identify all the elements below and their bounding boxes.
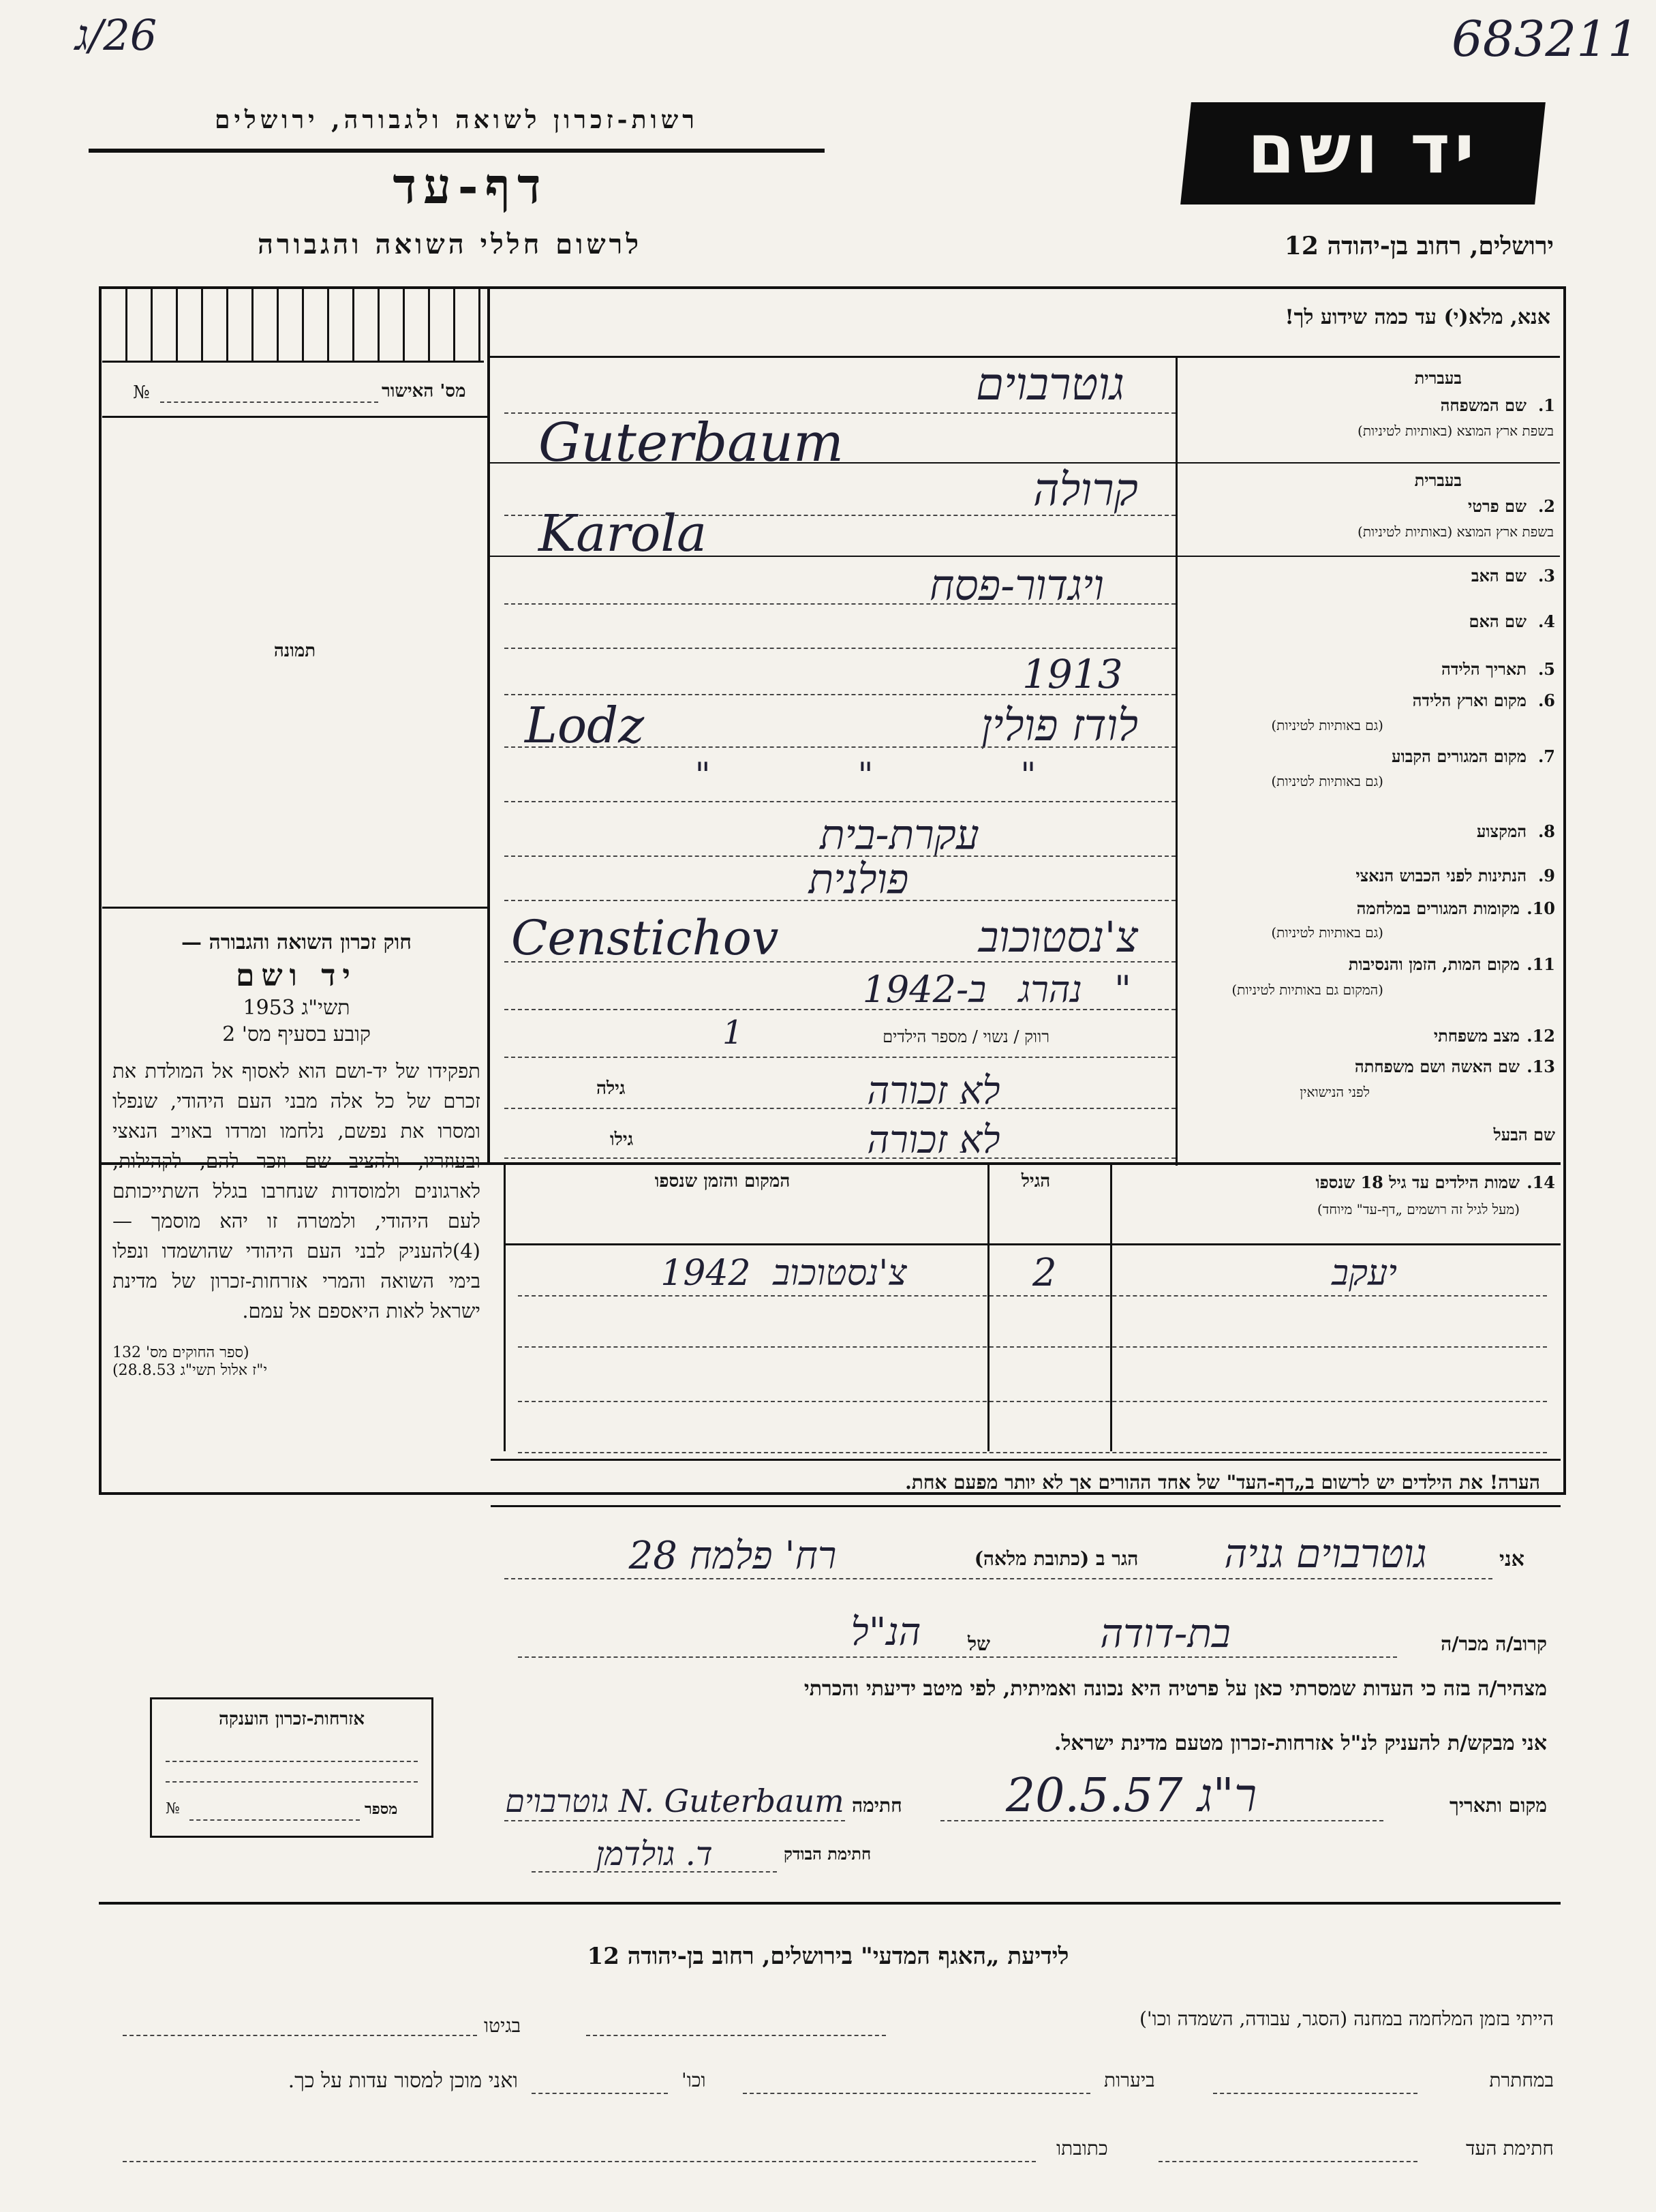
header-address: ירושלים, רחוב בן-יהודה 12 [1284, 232, 1554, 260]
field-10-value-heb[interactable]: צ'נסטוכוב [978, 912, 1138, 962]
field-10-line [504, 961, 1176, 963]
field-6-sub: (גם באותיות לטיניות) [1271, 717, 1383, 733]
law-ref-1: (ספר החוקים מס' 132 [112, 1344, 249, 1361]
field-3-num: 3. [1537, 566, 1555, 586]
field-6-value-heb[interactable]: לודז פולין [981, 701, 1138, 751]
place-date-label: מקום ותאריך [1449, 1794, 1547, 1817]
children-col-sep-2 [987, 1165, 990, 1451]
field-11-num: 11. [1527, 954, 1555, 974]
children-col-sep-1 [1110, 1165, 1112, 1451]
field-10-sub: (גם באותיות לטיניות) [1271, 924, 1383, 941]
of-label: של [968, 1633, 990, 1655]
field-6-line [504, 746, 1176, 748]
footer-line3-b: כתובתו [1056, 2137, 1108, 2160]
field-13-value[interactable]: לא זכורה [867, 1069, 1000, 1113]
field-8-value[interactable]: עקרת-בית [820, 811, 979, 859]
tick-boxes [102, 289, 484, 363]
instruction: אנא, מלא(י) עד כמה שידוע לך! [1285, 305, 1550, 329]
examiner-value[interactable]: ד. גולדמן [596, 1835, 713, 1873]
field-12-line [504, 1057, 1176, 1058]
field-8-num: 8. [1537, 821, 1555, 841]
footer-line2-blank-a[interactable] [1213, 2093, 1417, 2094]
field-7-num: 7. [1537, 746, 1555, 766]
field-4-num: 4. [1537, 611, 1555, 631]
footer-line2-c: וכו' [681, 2069, 706, 2091]
footer-line1-blank[interactable] [586, 2035, 886, 2036]
field-2-value-heb[interactable]: קרולה [1032, 464, 1138, 516]
field-13-label: שם האשה ושם משפחתה [1354, 1057, 1520, 1076]
photo-divider [102, 907, 487, 909]
children-sub: (מעל לגיל זה רושמים „דף-עד" מיוחד) [1317, 1201, 1520, 1217]
footer-line3-a: חתימת העד [1466, 2137, 1554, 2160]
children-col-sep-3 [504, 1165, 506, 1451]
law-body: תפקידו של יד-ושם הוא לאסוף אל המולדת את זכרם של כל אלה מבני העם היהודי, שנפלו ומסרו את נפשם, נלחמו ומרדו באויב הנאצי ובעוזריו, ולהציב שם וזכר להם, לקהילות, לארגונים ולמוסדות שנחרבו בגלל השתייכותם לעם היהודי, ולמטרה זו יהא מוסמך — (4)להעניק לבני העם היהודי שהושמדו ונפלו בימי השואה והמרי אזרחות-זכרון של מדינת ישראל לאות היאספם אל עמם. [112, 1059, 480, 1322]
declaration-text: מצהיר/ה בזה כי העדות שמסרתי כאן על פרטיה היא נכונה ואמיתית, לפי מיטב ידיעתי והכרתי [803, 1677, 1547, 1701]
citizenship-stamp [150, 1697, 433, 1838]
approval-no-prefix: № [133, 382, 150, 403]
declarant-line-2 [518, 1656, 1397, 1658]
child-age[interactable]: 2 [1032, 1251, 1057, 1295]
field-6-label: מקום וארץ הלידה [1412, 691, 1527, 710]
footer-line3-blank-a[interactable] [1159, 2161, 1417, 2162]
field-2-num: 2. [1537, 496, 1555, 516]
field-6-value-lat[interactable]: Lodz [525, 697, 645, 754]
field-11-value[interactable]: " נהרג ב-1942 [862, 968, 1131, 1011]
children-line-4 [518, 1452, 1547, 1453]
note-text: הערה! את הילדים יש לרשום ב„דף-העד" של אחד ההורים אך לא יותר מפעם אחת. [905, 1471, 1540, 1494]
field-1-value-lat[interactable]: Guterbaum [538, 412, 844, 474]
photo-label: תמונה [273, 641, 316, 661]
law-name: יד ושם [236, 958, 357, 993]
field-4-label: שם האם [1469, 611, 1527, 631]
footer-line2-blank-c[interactable] [532, 2093, 668, 2094]
relation-value[interactable]: בת-דודה [1100, 1610, 1231, 1656]
relation-label: קרוב/ה מכר/ה [1441, 1633, 1547, 1655]
husband-value[interactable]: לא זכורה [867, 1118, 1000, 1162]
field-7-value[interactable]: " " " [694, 755, 1037, 795]
declarant-name[interactable]: גוטרבוים גניה [1224, 1530, 1427, 1577]
stamp-number-prefix: № [166, 1800, 180, 1817]
field-2-value-lat[interactable]: Karola [538, 504, 707, 563]
field-5-num: 5. [1537, 659, 1555, 679]
field-12-num: 12. [1527, 1026, 1555, 1046]
stamp-line-1 [166, 1761, 418, 1762]
footer-line2-a: במחתרת [1489, 2069, 1554, 2091]
form-title: דף-עד [393, 157, 548, 215]
field-1-value-heb[interactable]: גוטרבוים [975, 358, 1124, 410]
children-col-age: הגיל [1021, 1171, 1051, 1192]
children-num: 14. [1527, 1172, 1555, 1192]
field-9-value[interactable]: פולנית [808, 855, 909, 903]
field-7-line [504, 801, 1176, 802]
field-10-label: מקומות המגורים במלחמה [1356, 898, 1520, 918]
signature-label: חתימה [852, 1794, 902, 1817]
field-12-label: מצב משפחתי [1433, 1026, 1520, 1046]
field-7-sub: (גם באותיות לטיניות) [1271, 773, 1383, 789]
children-line-1 [518, 1295, 1547, 1297]
approval-divider [102, 416, 487, 418]
stamp-number-line[interactable] [189, 1819, 360, 1821]
labels-separator [1176, 358, 1178, 1166]
corner-mark-right: 683211 [1452, 10, 1639, 67]
law-title: חוק זכרון השואה והגבורה — [181, 930, 412, 954]
field-7-label: מקום המגורים הקבוע [1392, 746, 1527, 766]
field-13-sub: לפני הנישואין [1300, 1084, 1370, 1100]
footer-line1-end: בגיטו [484, 2014, 521, 2037]
footer-line1-text: הייתי בזמן המלחמה במחנה (הסגר, עבודה, השמדה וכו') [1139, 2008, 1554, 2030]
field-12-value[interactable]: 1 [722, 1014, 743, 1052]
stamp-line-2 [166, 1781, 418, 1783]
husband-label: שם הבעל [1493, 1125, 1555, 1145]
examiner-label: חתימת הבודק [784, 1844, 872, 1864]
wife-age-label: גילה [596, 1078, 626, 1099]
footer-line2-d: ואני מוכן למסור עדות על כך. [288, 2069, 518, 2093]
field-5-line [504, 694, 1176, 695]
footer-line2-b: ביערות [1104, 2069, 1155, 2091]
approval-no-row [119, 378, 474, 406]
approval-no-label: מס' האישור [382, 381, 466, 402]
field-13-num: 13. [1527, 1057, 1555, 1076]
children-title: שמות הילדים עד גיל 18 שנספו [1315, 1172, 1520, 1192]
stamp-number-label: מספר [365, 1800, 398, 1818]
declarant-address[interactable]: רח' פלמח 28 [628, 1534, 837, 1578]
field-11-label: מקום המות, הזמן והנסיבות [1348, 954, 1520, 974]
husband-age-label: גילו [610, 1130, 634, 1150]
field-12-options: רווק / נשוי / מספר הילדים [883, 1027, 1049, 1046]
authority-line: רשות-זכרון לשואה ולגבורה, ירושלים [215, 106, 699, 134]
left-panel-separator [487, 286, 490, 1162]
of-value[interactable]: הנ"ל [850, 1610, 921, 1654]
children-col-place: המקום והזמן שנספו [654, 1171, 791, 1192]
field-1-heb-tag: בעברית [1414, 368, 1462, 388]
law-ref-2: י"ז אלול תשי"ג 28.8.53) [112, 1362, 268, 1379]
signature-value[interactable]: גוטרבוים N. Guterbaum [505, 1783, 844, 1819]
field-4-line [504, 648, 1176, 649]
field-9-line [504, 900, 1176, 901]
husband-line [504, 1157, 1176, 1159]
stamp-title: אזרחות-זכרון הוענקה [218, 1709, 365, 1729]
place-date-value[interactable]: ר"ג 20.5.57 [1005, 1769, 1257, 1823]
form-subtitle: לרשום חללי השואה והגבורה [257, 228, 643, 260]
children-line-3 [518, 1401, 1547, 1402]
field-2-heb-tag: בעברית [1414, 470, 1462, 490]
field-2-divider [490, 556, 1560, 557]
field-5-value[interactable]: 1913 [1022, 651, 1123, 697]
declarant-i-label: אני [1499, 1547, 1524, 1571]
field-2-sub: בשפת ארץ המוצא (באותיות לטיניות) [1358, 524, 1554, 540]
approval-no-line[interactable] [160, 402, 378, 403]
field-3-value[interactable]: ויגדור-פסח [929, 560, 1104, 610]
footer-title: לידיעת „האגף המדעי" בירושלים, רחוב בן-יהודה 12 [587, 1943, 1069, 1970]
field-10-num: 10. [1527, 898, 1555, 918]
field-8-label: המקצוע [1476, 821, 1527, 841]
authority-underline [89, 149, 825, 153]
footer-line2-blank-b[interactable] [743, 2093, 1090, 2094]
footer-line1-tail[interactable] [123, 2035, 477, 2036]
law-year: תשי"ג 1953 [243, 996, 350, 1020]
field-9-num: 9. [1537, 866, 1555, 885]
field-5-label: תאריך הלידה [1441, 659, 1527, 679]
request-text: אני מבקש/ת להעניק לנ"ל אזרחות-זכרון מטעם מדינת ישראל. [1054, 1731, 1547, 1755]
field-3-label: שם האב [1471, 566, 1527, 586]
field-1-num: 1. [1537, 395, 1555, 415]
field-2-label: שם פרטי [1468, 496, 1527, 516]
child-name[interactable]: יעקב [1332, 1253, 1397, 1294]
logo-text: יד ושם [1247, 109, 1479, 189]
corner-mark-left: 26/ג [75, 10, 157, 60]
field-1-sub: בשפת ארץ המוצא (באותיות לטיניות) [1358, 423, 1554, 439]
field-10-value-lat[interactable]: Censtichov [511, 910, 779, 966]
field-6-num: 6. [1537, 691, 1555, 710]
child-place[interactable]: צ'נסטוכוב 1942 [660, 1253, 907, 1294]
field-11-sub: (המקום גם באותיות לטיניות) [1231, 982, 1383, 998]
field-1-label: שם המשפחה [1440, 395, 1527, 415]
signature-line [504, 1820, 845, 1821]
field-11-line [504, 1009, 1176, 1010]
place-date-line [940, 1820, 1383, 1821]
field-9-label: הנתינות לפני הכבוש הנאצי [1355, 866, 1527, 885]
examiner-line [532, 1871, 777, 1873]
law-section: קובע בסעיף מס' 2 [222, 1022, 371, 1046]
declarant-resides-label: הגר ב (כתובת מלאה) [974, 1547, 1139, 1570]
footer-line3-blank-b[interactable] [123, 2161, 1036, 2162]
children-header-divider [504, 1243, 1561, 1245]
field-13-line [504, 1108, 1176, 1109]
field-3-line [504, 603, 1176, 605]
children-line-2 [518, 1346, 1547, 1348]
declarant-line-1 [504, 1578, 1492, 1579]
